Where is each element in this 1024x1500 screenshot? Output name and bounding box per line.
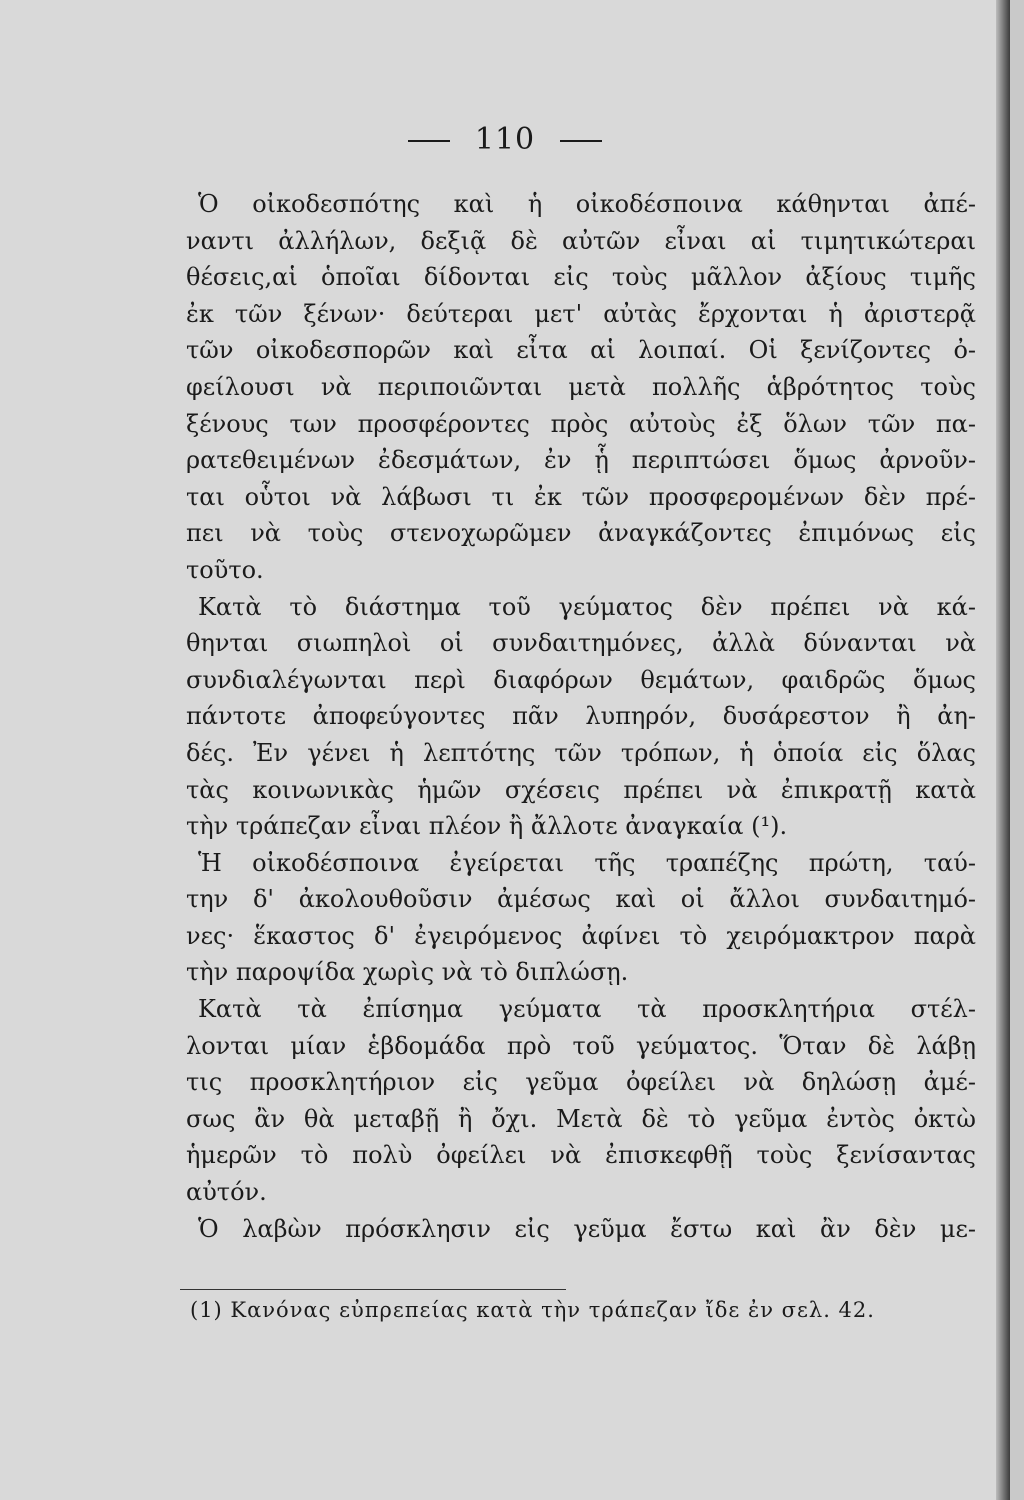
text-line: συνδιαλέγωνται περὶ διαφόρων θεμάτων, φαιδρῶς ὅμως: [186, 665, 976, 694]
paragraph: [186, 186, 976, 589]
text-line: θέσεις,αἱ ὁποῖαι δίδονται εἰς τοὺς μᾶλλον ἀξίους τιμῆς: [186, 263, 976, 292]
text-line: Ἡ οἰκοδέσποινα ἐγείρεται τῆς τραπέζης πρώτη, ταύ-: [198, 848, 976, 877]
text-line: φείλουσι νὰ περιποιῶνται μετὰ πολλῆς ἁβρότητος τοὺς: [186, 372, 976, 401]
page-body: [186, 186, 976, 1247]
text-line: τῶν οἰκοδεσπορῶν καὶ εἶτα αἱ λοιπαί. Οἱ ξενίζοντες ὀ-: [186, 336, 976, 365]
text-line: τὰς κοινωνικὰς ἡμῶν σχέσεις πρέπει νὰ ἐπικρατῇ κατὰ: [186, 775, 976, 804]
text-line: αὐτόν.: [186, 1178, 267, 1207]
paragraph: [186, 845, 976, 991]
text-line: ἐκ τῶν ξένων· δεύτεραι μετ' αὐτὰς ἔρχονται ἡ ἀριστερᾷ: [186, 299, 976, 328]
text-line: τὴν τράπεζαν εἶναι πλέον ἢ ἄλλοτε ἀναγκαία (¹).: [186, 812, 788, 841]
footnote-rule: [180, 1289, 566, 1290]
text-line: ἡμερῶν τὸ πολὺ ὀφείλει νὰ ἐπισκεφθῇ τοὺς ξενίσαντας: [186, 1141, 976, 1170]
text-line: Κατὰ τὸ διάστημα τοῦ γεύματος δὲν πρέπει νὰ κά-: [198, 592, 976, 621]
header-dash-left: [408, 140, 450, 142]
text-line: τις προσκλητήριον εἰς γεῦμα ὀφείλει νὰ δηλώσῃ ἀμέ-: [186, 1068, 976, 1097]
header-dash-right: [560, 140, 602, 142]
text-line: τοῦτο.: [186, 555, 264, 584]
paragraph: [186, 589, 976, 845]
text-line: Κατὰ τὰ ἐπίσημα γεύματα τὰ προσκλητήρια στέλ-: [198, 995, 976, 1024]
text-line: Ὁ λαβὼν πρόσκλησιν εἰς γεῦμα ἔστω καὶ ἂν δὲν με-: [198, 1214, 976, 1243]
text-line: νες· ἕκαστος δ' ἐγειρόμενος ἀφίνει τὸ χειρόμακτρον παρὰ: [186, 921, 976, 950]
text-line: λονται μίαν ἑβδομάδα πρὸ τοῦ γεύματος. Ὅταν δὲ λάβῃ: [186, 1031, 976, 1060]
text-line: Ὁ οἰκοδεσπότης καὶ ἡ οἰκοδέσποινα κάθηνται ἀπέ-: [198, 190, 976, 218]
text-line: ρατεθειμένων ἐδεσμάτων, ἐν ᾗ περιπτώσει ὅμως ἀρνοῦν-: [186, 446, 976, 475]
paragraph: [186, 991, 976, 1211]
text-line: ξένους των προσφέροντες πρὸς αὐτοὺς ἐξ ὅλων τῶν πα-: [186, 409, 976, 438]
page-edge: [996, 0, 1010, 1500]
text-line: τὴν παροψίδα χωρὶς νὰ τὸ διπλώσῃ.: [186, 958, 629, 987]
text-line: ται οὗτοι νὰ λάβωσι τι ἐκ τῶν προσφερομένων δὲν πρέ-: [186, 482, 976, 511]
text-line: θηνται σιωπηλοὶ οἱ συνδαιτημόνες, ἀλλὰ δύνανται νὰ: [186, 629, 976, 658]
text-line: ναντι ἀλλήλων, δεξιᾷ δὲ αὐτῶν εἶναι αἱ τιμητικώτεραι: [186, 226, 976, 255]
text-line: δές. Ἐν γένει ἡ λεπτότης τῶν τρόπων, ἡ ὁποία εἰς ὅλας: [186, 738, 976, 767]
text-line: σως ἂν θὰ μεταβῇ ἢ ὄχι. Μετὰ δὲ τὸ γεῦμα ἐντὸς ὀκτὼ: [186, 1104, 976, 1133]
page-number: 110: [474, 122, 536, 157]
paragraph: [186, 1211, 976, 1248]
page-number-header: [0, 122, 1010, 157]
text-line: πάντοτε ἀποφεύγοντες πᾶν λυπηρόν, δυσάρεστον ἢ ἀη-: [186, 702, 976, 731]
text-line: την δ' ἀκολουθοῦσιν ἀμέσως καὶ οἱ ἄλλοι συνδαιτημό-: [186, 885, 976, 914]
footnote: (1) Κανόνας εὐπρεπείας κατὰ τὴν τράπεζαν ἴδε ἐν σελ. 42.: [190, 1298, 875, 1322]
text-line: πει νὰ τοὺς στενοχωρῶμεν ἀναγκάζοντες ἐπιμόνως εἰς: [186, 519, 976, 548]
